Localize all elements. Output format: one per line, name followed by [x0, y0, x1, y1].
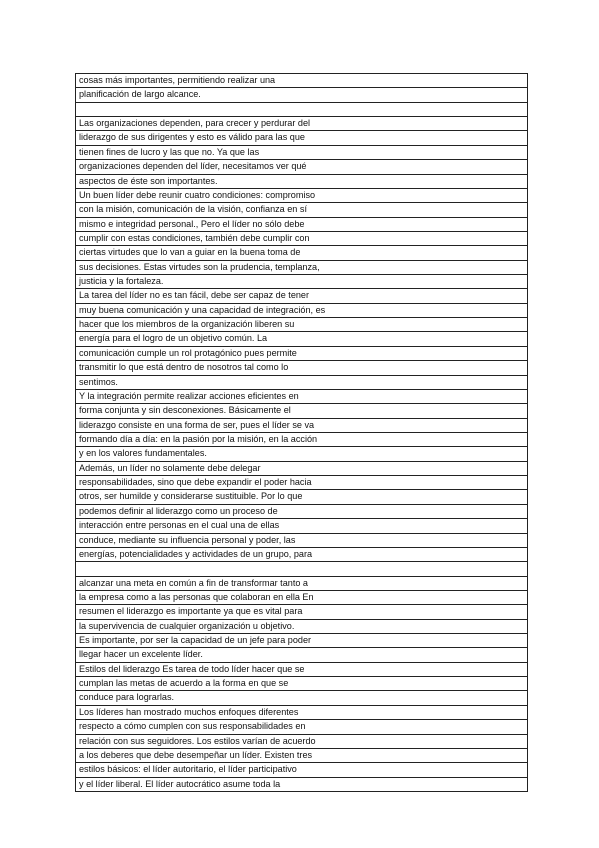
- text-line: Los líderes han mostrado muchos enfoques diferentes: [76, 706, 527, 720]
- text-line: energía para el logro de un objetivo común. La: [76, 332, 527, 346]
- text-line: liderazgo de sus dirigentes y esto es válido para las que: [76, 131, 527, 145]
- text-line: hacer que los miembros de la organización liberen su: [76, 318, 527, 332]
- text-line: con la misión, comunicación de la visión, confianza en sí: [76, 203, 527, 217]
- text-line: conduce, mediante su influencia personal y poder, las: [76, 534, 527, 548]
- text-line: forma conjunta y sin desconexiones. Básicamente el: [76, 404, 527, 418]
- text-line: interacción entre personas en el cual una de ellas: [76, 519, 527, 533]
- text-line: la empresa como a las personas que colaboran en ella En: [76, 591, 527, 605]
- text-line: Es importante, por ser la capacidad de un jefe para poder: [76, 634, 527, 648]
- text-line: planificación de largo alcance.: [76, 88, 527, 102]
- text-line: cumplan las metas de acuerdo a la forma en que se: [76, 677, 527, 691]
- text-line: y en los valores fundamentales.: [76, 447, 527, 461]
- text-line: formando día a día: en la pasión por la misión, en la acción: [76, 433, 527, 447]
- text-line: aspectos de éste son importantes.: [76, 175, 527, 189]
- text-line: responsabilidades, sino que debe expandir el poder hacia: [76, 476, 527, 490]
- text-line: estilos básicos: el líder autoritario, el líder participativo: [76, 763, 527, 777]
- text-line: alcanzar una meta en común a fin de transformar tanto a: [76, 577, 527, 591]
- text-line: y el líder liberal. El líder autocrático asume toda la: [76, 778, 527, 792]
- text-line: La tarea del líder no es tan fácil, debe ser capaz de tener: [76, 289, 527, 303]
- text-line: organizaciones dependen del líder, necesitamos ver qué: [76, 160, 527, 174]
- text-line: muy buena comunicación y una capacidad de integración, es: [76, 304, 527, 318]
- text-line: cosas más importantes, permitiendo realizar una: [76, 74, 527, 88]
- text-line: Las organizaciones dependen, para crecer y perdurar del: [76, 117, 527, 131]
- text-line: ciertas virtudes que lo van a guiar en la buena toma de: [76, 246, 527, 260]
- text-line: justicia y la fortaleza.: [76, 275, 527, 289]
- text-line: Además, un líder no solamente debe delegar: [76, 462, 527, 476]
- text-line: Y la integración permite realizar acciones eficientes en: [76, 390, 527, 404]
- text-line: liderazgo consiste en una forma de ser, pues el líder se va: [76, 419, 527, 433]
- text-line: a los deberes que debe desempeñar un líder. Existen tres: [76, 749, 527, 763]
- text-line: transmitir lo que está dentro de nosotros tal como lo: [76, 361, 527, 375]
- text-line: resumen el liderazgo es importante ya que es vital para: [76, 605, 527, 619]
- text-line: llegar hacer un excelente líder.: [76, 648, 527, 662]
- text-line: [76, 562, 527, 576]
- text-line: conduce para lograrlas.: [76, 691, 527, 705]
- text-line: comunicación cumple un rol protagónico pues permite: [76, 347, 527, 361]
- text-line: la supervivencia de cualquier organización u objetivo.: [76, 620, 527, 634]
- text-line: relación con sus seguidores. Los estilos varían de acuerdo: [76, 735, 527, 749]
- text-line: sus decisiones. Estas virtudes son la prudencia, templanza,: [76, 261, 527, 275]
- text-line: sentimos.: [76, 376, 527, 390]
- text-line: respecto a cómo cumplen con sus responsabilidades en: [76, 720, 527, 734]
- text-line: otros, ser humilde y considerarse sustituible. Por lo que: [76, 490, 527, 504]
- text-line: [76, 103, 527, 117]
- text-line: cumplir con estas condiciones, también debe cumplir con: [76, 232, 527, 246]
- text-line: energías, potencialidades y actividades de un grupo, para: [76, 548, 527, 562]
- text-line: Estilos del liderazgo Es tarea de todo líder hacer que se: [76, 663, 527, 677]
- text-line: tienen fines de lucro y las que no. Ya que las: [76, 146, 527, 160]
- text-line: Un buen líder debe reunir cuatro condiciones: compromiso: [76, 189, 527, 203]
- text-line: podemos definir al liderazgo como un proceso de: [76, 505, 527, 519]
- text-line: mismo e integridad personal., Pero el líder no sólo debe: [76, 218, 527, 232]
- text-table: [75, 73, 528, 792]
